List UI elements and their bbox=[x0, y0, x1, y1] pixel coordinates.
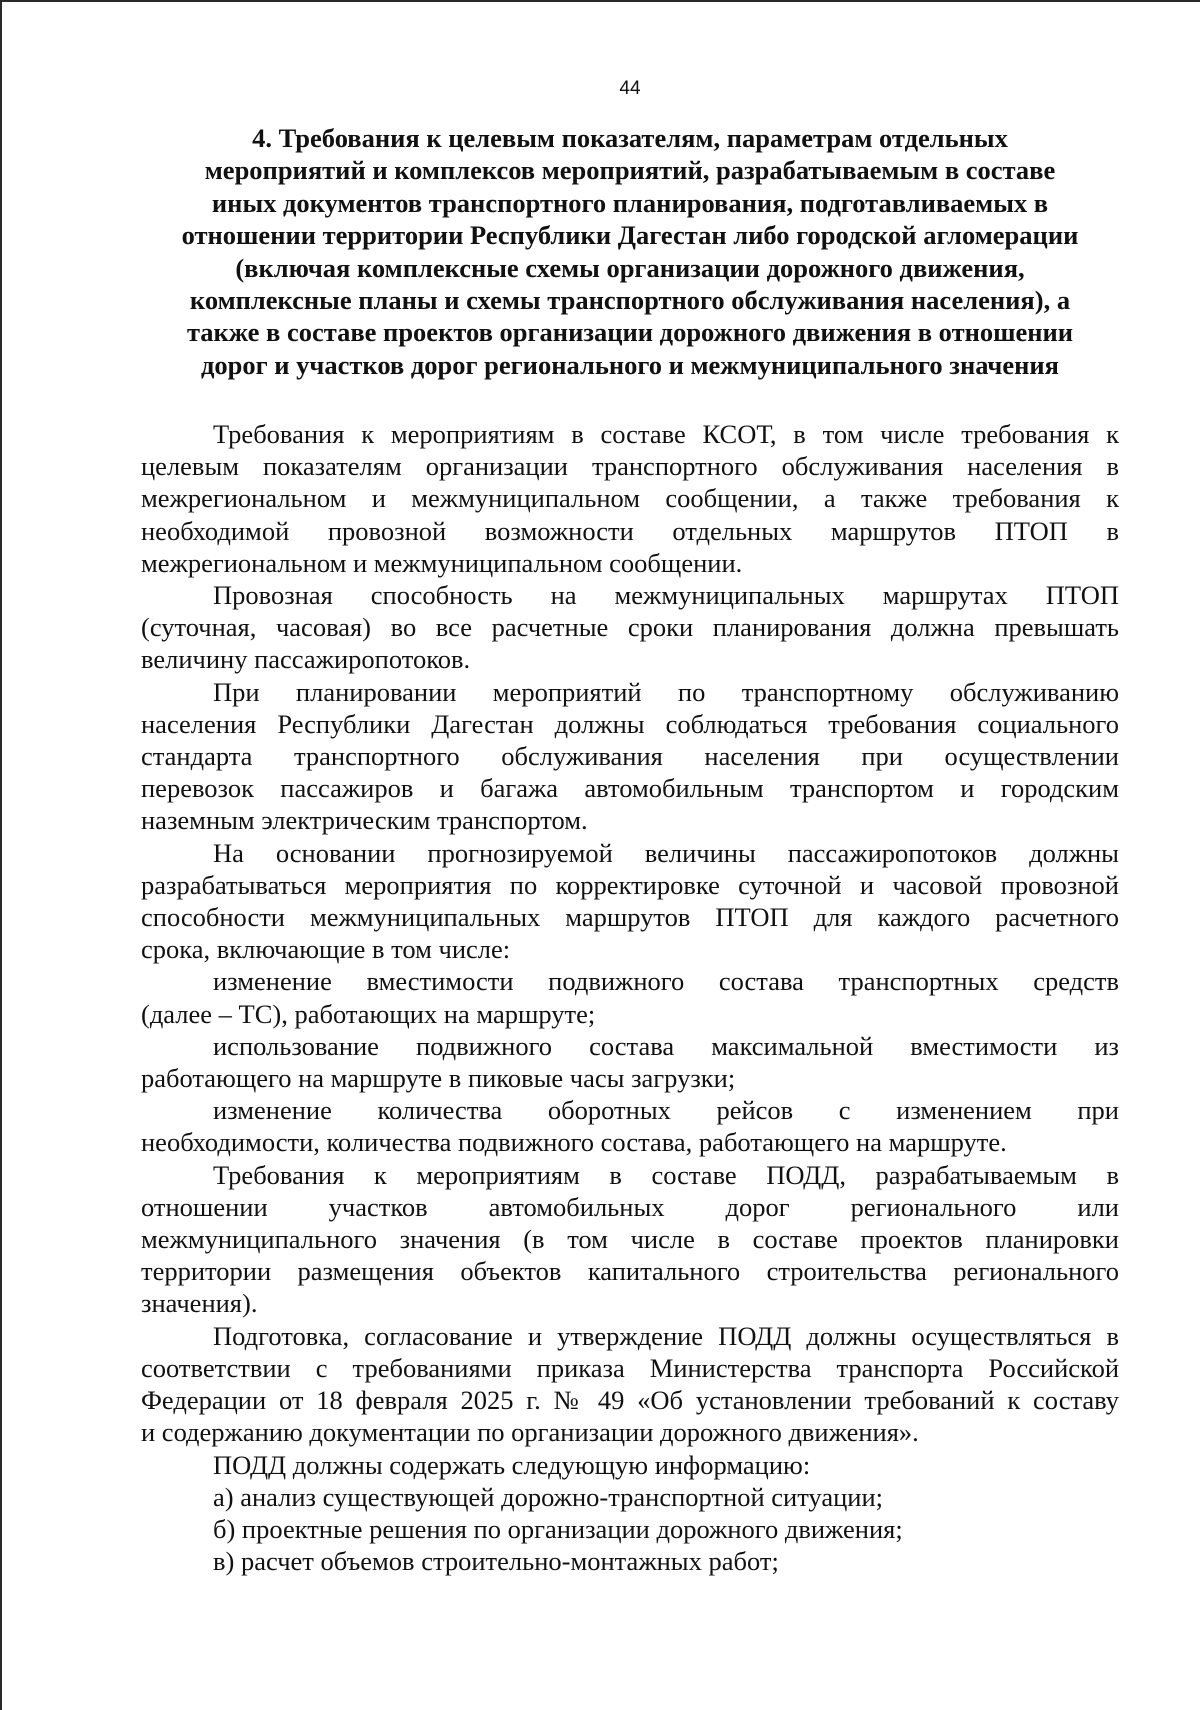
paragraph-line: Требования к мероприятиям в составе КСОТ, в том числе требования к bbox=[213, 419, 1119, 449]
paragraph bbox=[141, 837, 1119, 966]
page-number: 44 bbox=[619, 78, 641, 99]
paragraph-line: и содержанию документации по организации дорожного движения». bbox=[141, 1417, 919, 1448]
paragraph bbox=[141, 965, 1119, 1029]
paragraph bbox=[141, 418, 1119, 579]
paragraph-line: населения Республики Дагестан должны соблюдаться требования социального bbox=[141, 708, 1119, 739]
paragraph bbox=[141, 1320, 1119, 1449]
paragraph-line: межрегиональном и межмуниципальном сообщении, а также требования к bbox=[141, 483, 1119, 514]
paragraph bbox=[141, 1449, 1119, 1481]
heading-line: (включая комплексные схемы организации дорожного движения, bbox=[235, 252, 1025, 283]
scan-border-top bbox=[0, 0, 1200, 2]
heading-line: также в составе проектов организации дорожного движения в отношении bbox=[186, 317, 1074, 348]
document-body bbox=[141, 418, 1119, 1577]
scan-border-left bbox=[0, 0, 2, 1710]
paragraph-line: Провозная способность на межмуниципальных маршрутах ПТОП bbox=[213, 580, 1119, 611]
heading-line: комплексные планы и схемы транспортного обслуживания населения), а bbox=[189, 285, 1071, 316]
paragraph-line: ПОДД должны содержать следующую информацию: bbox=[213, 1449, 811, 1480]
paragraph-line: изменение количества оборотных рейсов с изменением при bbox=[213, 1095, 1119, 1126]
paragraph-line: значения). bbox=[141, 1288, 258, 1319]
paragraph-line: срока, включающие в том числе: bbox=[141, 934, 511, 965]
paragraph bbox=[141, 1481, 1119, 1513]
paragraph bbox=[141, 676, 1119, 837]
section-heading bbox=[140, 122, 1120, 381]
paragraph-line: а) анализ существующей дорожно-транспортной ситуации; bbox=[213, 1481, 884, 1512]
paragraph-line: изменение вместимости подвижного состава транспортных средств bbox=[213, 966, 1119, 997]
paragraph-line: На основании прогнозируемой величины пассажиропотоков должны bbox=[213, 837, 1119, 868]
paragraph bbox=[141, 1159, 1119, 1320]
heading-line: отношении территории Республики Дагестан либо городской агломерации bbox=[181, 220, 1079, 251]
paragraph-line: необходимости, количества подвижного состава, работающего на маршруте. bbox=[141, 1127, 1007, 1158]
paragraph-line: Подготовка, согласование и утверждение ПОДД должны осуществляться в bbox=[213, 1320, 1119, 1351]
paragraph-line: (суточная, часовая) во все расчетные сроки планирования должна превышать bbox=[141, 612, 1119, 643]
paragraph-line: При планировании мероприятий по транспортному обслуживанию bbox=[213, 676, 1119, 707]
paragraph-line: межмуниципального значения (в том числе в составе проектов планировки bbox=[141, 1224, 1119, 1255]
paragraph bbox=[141, 579, 1119, 676]
paragraph bbox=[141, 1513, 1119, 1545]
heading-line: мероприятий и комплексов мероприятий, разрабатываемым в составе bbox=[204, 155, 1056, 186]
heading-line: дорог и участков дорог регионального и межмуниципального значения bbox=[200, 349, 1059, 380]
paragraph-line: соответствии с требованиями приказа Министерства транспорта Российской bbox=[141, 1352, 1119, 1383]
paragraph bbox=[141, 1545, 1119, 1577]
paragraph-line: (далее – ТС), работающих на маршруте; bbox=[141, 998, 596, 1029]
paragraph-line: величину пассажиропотоков. bbox=[141, 644, 471, 675]
paragraph-line: Федерации от 18 февраля 2025 г. № 49 «Об установлении требований к составу bbox=[141, 1385, 1119, 1416]
paragraph-line: б) проектные решения по организации дорожного движения; bbox=[213, 1513, 903, 1544]
paragraph-line: перевозок пассажиров и багажа автомобильным транспортом и городским bbox=[141, 773, 1119, 804]
paragraph-line: целевым показателям организации транспортного обслуживания населения в bbox=[141, 451, 1119, 482]
heading-line: 4. Требования к целевым показателям, параметрам отдельных bbox=[252, 123, 1008, 153]
paragraph-line: отношении участков автомобильных дорог регионального или bbox=[141, 1191, 1119, 1222]
paragraph-line: необходимой провозной возможности отдельных маршрутов ПТОП в bbox=[141, 515, 1119, 546]
paragraph-line: Требования к мероприятиям в составе ПОДД, разрабатываемым в bbox=[213, 1159, 1119, 1190]
paragraph-line: способности межмуниципальных маршрутов ПТОП для каждого расчетного bbox=[141, 902, 1119, 933]
paragraph bbox=[141, 1094, 1119, 1158]
paragraph-line: работающего на маршруте в пиковые часы загрузки; bbox=[141, 1063, 736, 1094]
paragraph-line: разрабатываться мероприятия по корректировке суточной и часовой провозной bbox=[141, 869, 1119, 900]
paragraph-line: межрегиональном и межмуниципальном сообщении. bbox=[141, 547, 743, 578]
paragraph bbox=[141, 1030, 1119, 1094]
heading-line: иных документов транспортного планирования, подготавливаемых в bbox=[211, 187, 1049, 218]
paragraph-line: стандарта транспортного обслуживания населения при осуществлении bbox=[141, 741, 1119, 772]
paragraph-line: территории размещения объектов капитального строительства регионального bbox=[141, 1256, 1119, 1287]
paragraph-line: наземным электрическим транспортом. bbox=[141, 805, 588, 836]
paragraph-line: в) расчет объемов строительно-монтажных работ; bbox=[213, 1546, 779, 1577]
paragraph-line: использование подвижного состава максимальной вместимости из bbox=[213, 1030, 1119, 1061]
